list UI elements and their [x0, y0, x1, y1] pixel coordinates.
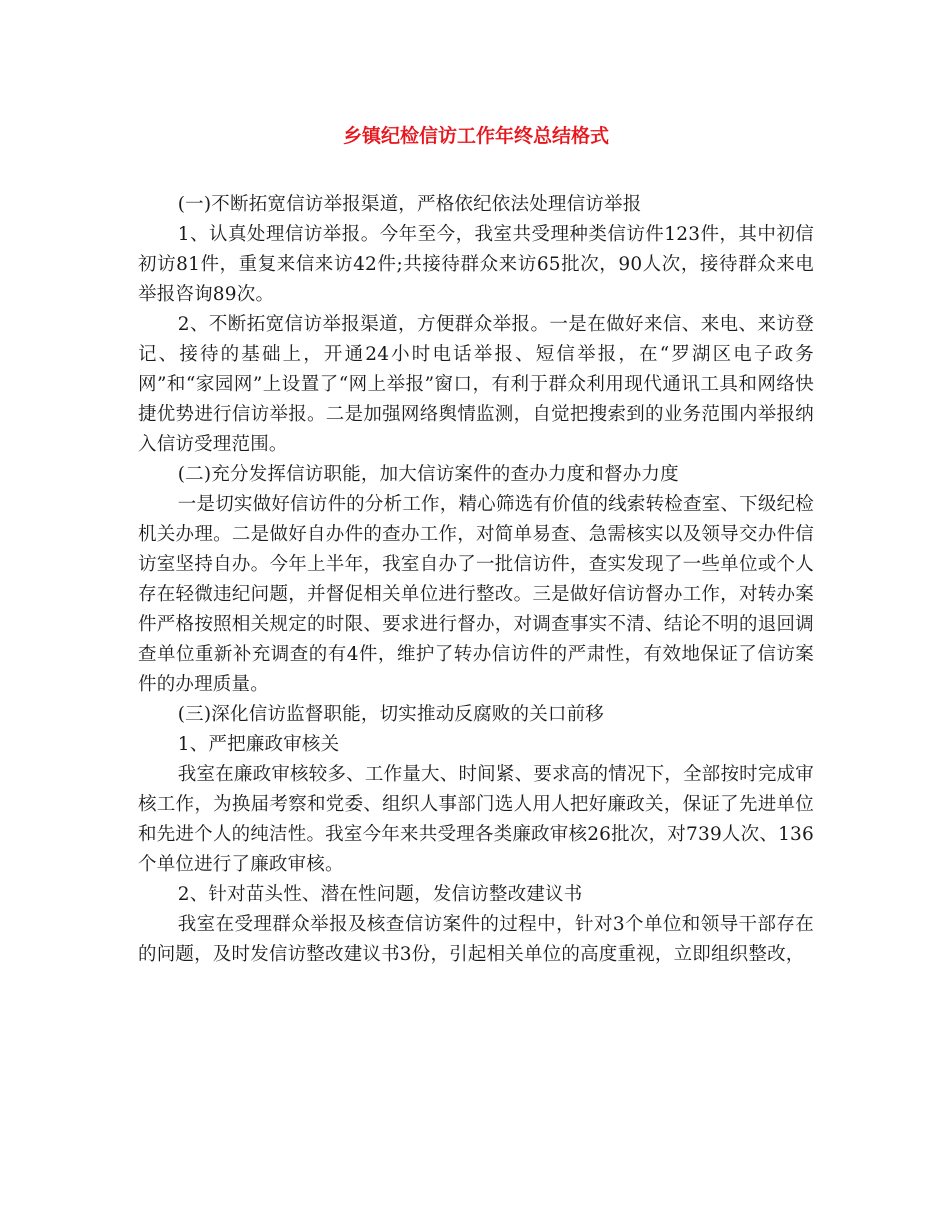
section-heading-2: (二)充分发挥信访职能，加大信访案件的查办力度和督办力度: [177, 464, 679, 485]
paragraph: 我室在受理群众举报及核查信访案件的过程中，针对3个单位和领导干部存在的问题，及时发信访整改建议书3份，引起相关单位的高度重视，立即组织整改，: [138, 914, 814, 965]
document-body: [138, 190, 814, 970]
subsection-heading: 1、严把廉政审核关: [177, 734, 340, 755]
section-heading-1: (一)不断拓宽信访举报渠道，严格依纪依法处理信访举报: [177, 194, 642, 215]
paragraph: 2、不断拓宽信访举报渠道，方便群众举报。一是在做好来信、来电、来访登记、接待的基础上，开通24小时电话举报、短信举报，在“罗湖区电子政务网”和“家园网”上设置了“网上举报”窗口，有利于群众利用现代通讯工具和网络快捷优势进行信访举报。二是加强网络舆情监测，自觉把搜索到的业务范围内举报纳入信访受理范围。: [138, 314, 814, 455]
paragraph: 我室在廉政审核较多、工作量大、时间紧、要求高的情况下，全部按时完成审核工作，为换届考察和党委、组织人事部门选人用人把好廉政关，保证了先进单位和先进个人的纯洁性。我室今年来共受理各类廉政审核26批次，对739人次、136个单位进行了廉政审核。: [138, 764, 814, 875]
paragraph: 一是切实做好信访件的分析工作，精心筛选有价值的线索转检查室、下级纪检机关办理。二是做好自办件的查办工作，对简单易查、急需核实以及领导交办件信访室坚持自办。今年上半年，我室自办了一批信访件，查实发现了一些单位或个人存在轻微违纪问题，并督促相关单位进行整改。三是做好信访督办工作，对转办案件严格按照相关规定的时限、要求进行督办，对调查事实不清、结论不明的退回调查单位重新补充调查的有4件，维护了转办信访件的严肃性，有效地保证了信访案件的办理质量。: [138, 494, 814, 695]
document-title: 乡镇纪检信访工作年终总结格式: [342, 125, 609, 147]
subsection-heading: 2、针对苗头性、潜在性问题，发信访整改建议书: [177, 884, 583, 905]
paragraph: 1、认真处理信访举报。今年至今，我室共受理种类信访件123件，其中初信初访81件，重复来信来访42件;共接待群众来访65批次，90人次，接待群众来电举报咨询89次。: [138, 224, 814, 305]
section-heading-3: (三)深化信访监督职能，切实推动反腐败的关口前移: [177, 704, 605, 725]
